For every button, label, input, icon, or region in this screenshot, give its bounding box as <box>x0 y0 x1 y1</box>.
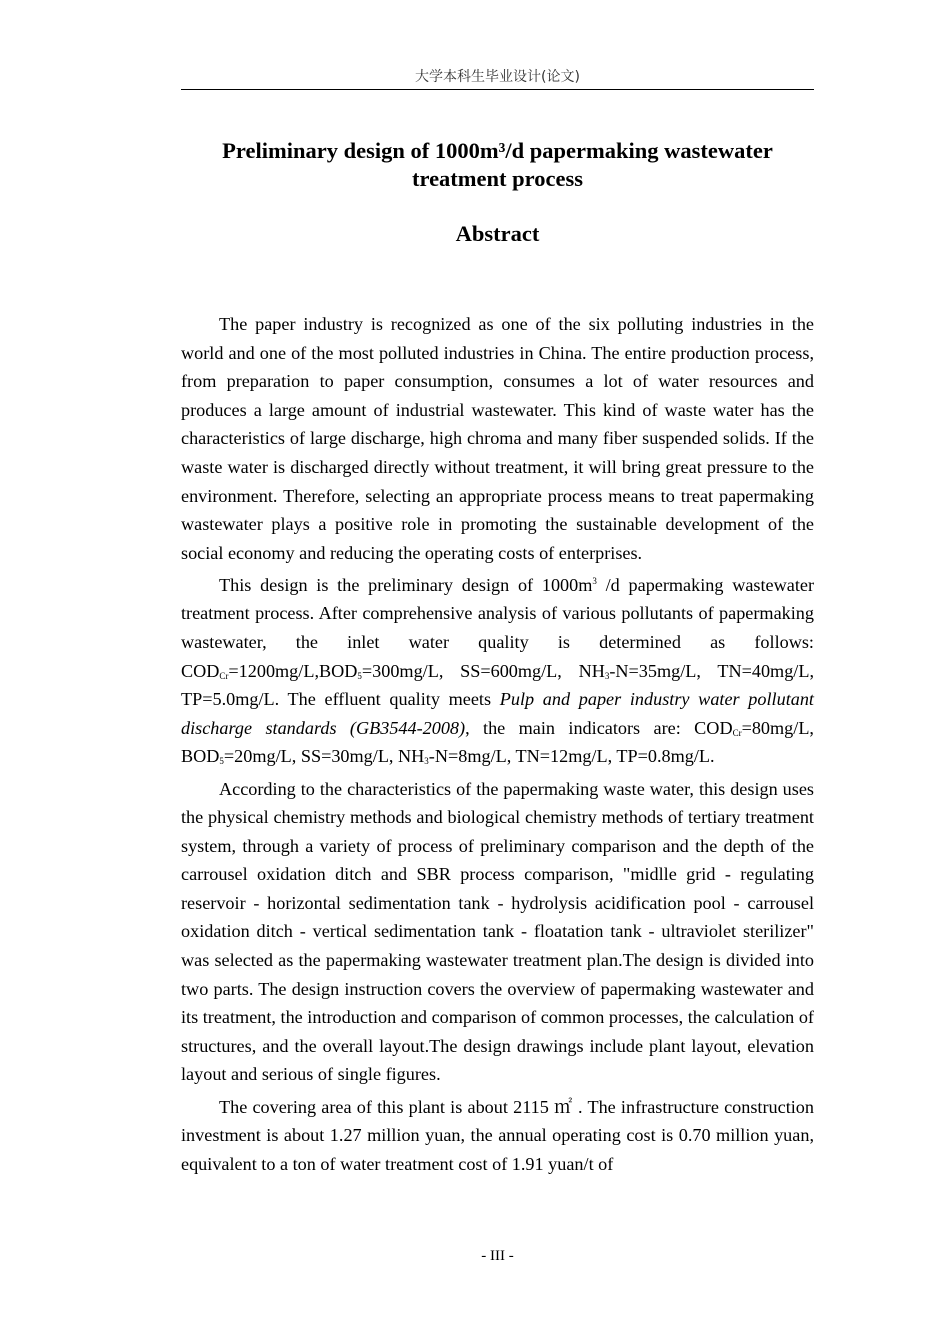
superscript: 3 <box>592 575 597 586</box>
title-line-2: treatment process <box>412 166 583 191</box>
p2-text: =1200mg/L,BOD <box>228 660 358 681</box>
subscript: Cr <box>219 670 229 681</box>
standard-citation: Pulp and paper industry water pollutant discharge standards (GB3544-2008) <box>181 689 814 738</box>
page-number: - III - <box>481 1248 514 1264</box>
subscript: 3 <box>604 670 610 681</box>
abstract-paragraph-3: According to the characteristics of the papermaking waste water, this design uses the physical chemistry methods and biological chemistry methods of tertiary treatment system, through a variety of process of preliminary comparison and the depth of the carrousel oxidation ditch and SBR process comparison, "midlle grid - regulating reservoir - horizontal sedimentation tank - hydrolysis acidification pool - carrousel oxidation ditch - vertical sedimentation tank - floatation tank - ultraviolet sterilizer" was selected as the papermaking wastewater treatment plan.The design is divided into two parts. The design instruction covers the overview of papermaking wastewater and its treatment, the introduction and comparison of common processes, the calculation of structures, and the overall layout.The design drawings include plant layout, elevation layout and serious of single figures. <box>181 778 814 1085</box>
p2-text: This design is the preliminary design of 1000m <box>219 574 593 595</box>
p2-text: -N=8mg/L, TN=12mg/L, TP=0.8mg/L. <box>428 746 715 767</box>
p2-text: =20mg/L, SS=30mg/L, NH <box>223 746 425 767</box>
thesis-title <box>181 137 814 193</box>
running-header: 大学本科生毕业设计(论文) <box>181 66 814 90</box>
p2-text: /d papermaking wastewater treatment process. After comprehensive analysis of various pollutants of papermaking wastewater, the inlet water quality is determined as follows: COD <box>181 574 815 681</box>
subscript: Cr <box>732 727 742 738</box>
abstract-paragraph-4: The covering area of this plant is about 2115 ㎡ . The infrastructure construction investment is about 1.27 million yuan, the annual operating cost is 0.70 million yuan, equivalent to a ton of water treatment cost of 1.91 yuan/t of <box>181 1096 814 1174</box>
abstract-heading: Abstract <box>455 221 540 246</box>
p2-text: -N=35mg/L, TN=40mg/L, TP=5.0mg/L. The effluent quality meets <box>181 660 814 710</box>
subscript: 5 <box>219 756 224 767</box>
abstract-body <box>181 310 814 1182</box>
subscript: 5 <box>357 670 362 681</box>
p2-text: , the main indicators are: COD <box>465 717 733 738</box>
abstract-paragraph-2 <box>181 571 814 771</box>
subscript: 3 <box>424 756 429 767</box>
p2-text: =80mg/L, BOD <box>181 717 814 767</box>
title-line-1: Preliminary design of 1000m³/d papermaking wastewater <box>222 138 773 163</box>
p2-text: =300mg/L, SS=600mg/L, NH <box>361 660 605 681</box>
abstract-paragraph-1: The paper industry is recognized as one of the six polluting industries in the world and one of the most polluted industries in China. The entire production process, from preparation to paper consumption, consumes a lot of water resources and produces a large amount of industrial wastewater. This kind of waste water has the characteristics of large discharge, high chroma and many fiber suspended solids. If the waste water is discharged directly without treatment, it will bring great pressure to the environment. Therefore, selecting an appropriate process means to treat papermaking wastewater plays a positive role in promoting the sustainable development of the social economy and reducing the operating costs of enterprises. <box>181 314 814 563</box>
